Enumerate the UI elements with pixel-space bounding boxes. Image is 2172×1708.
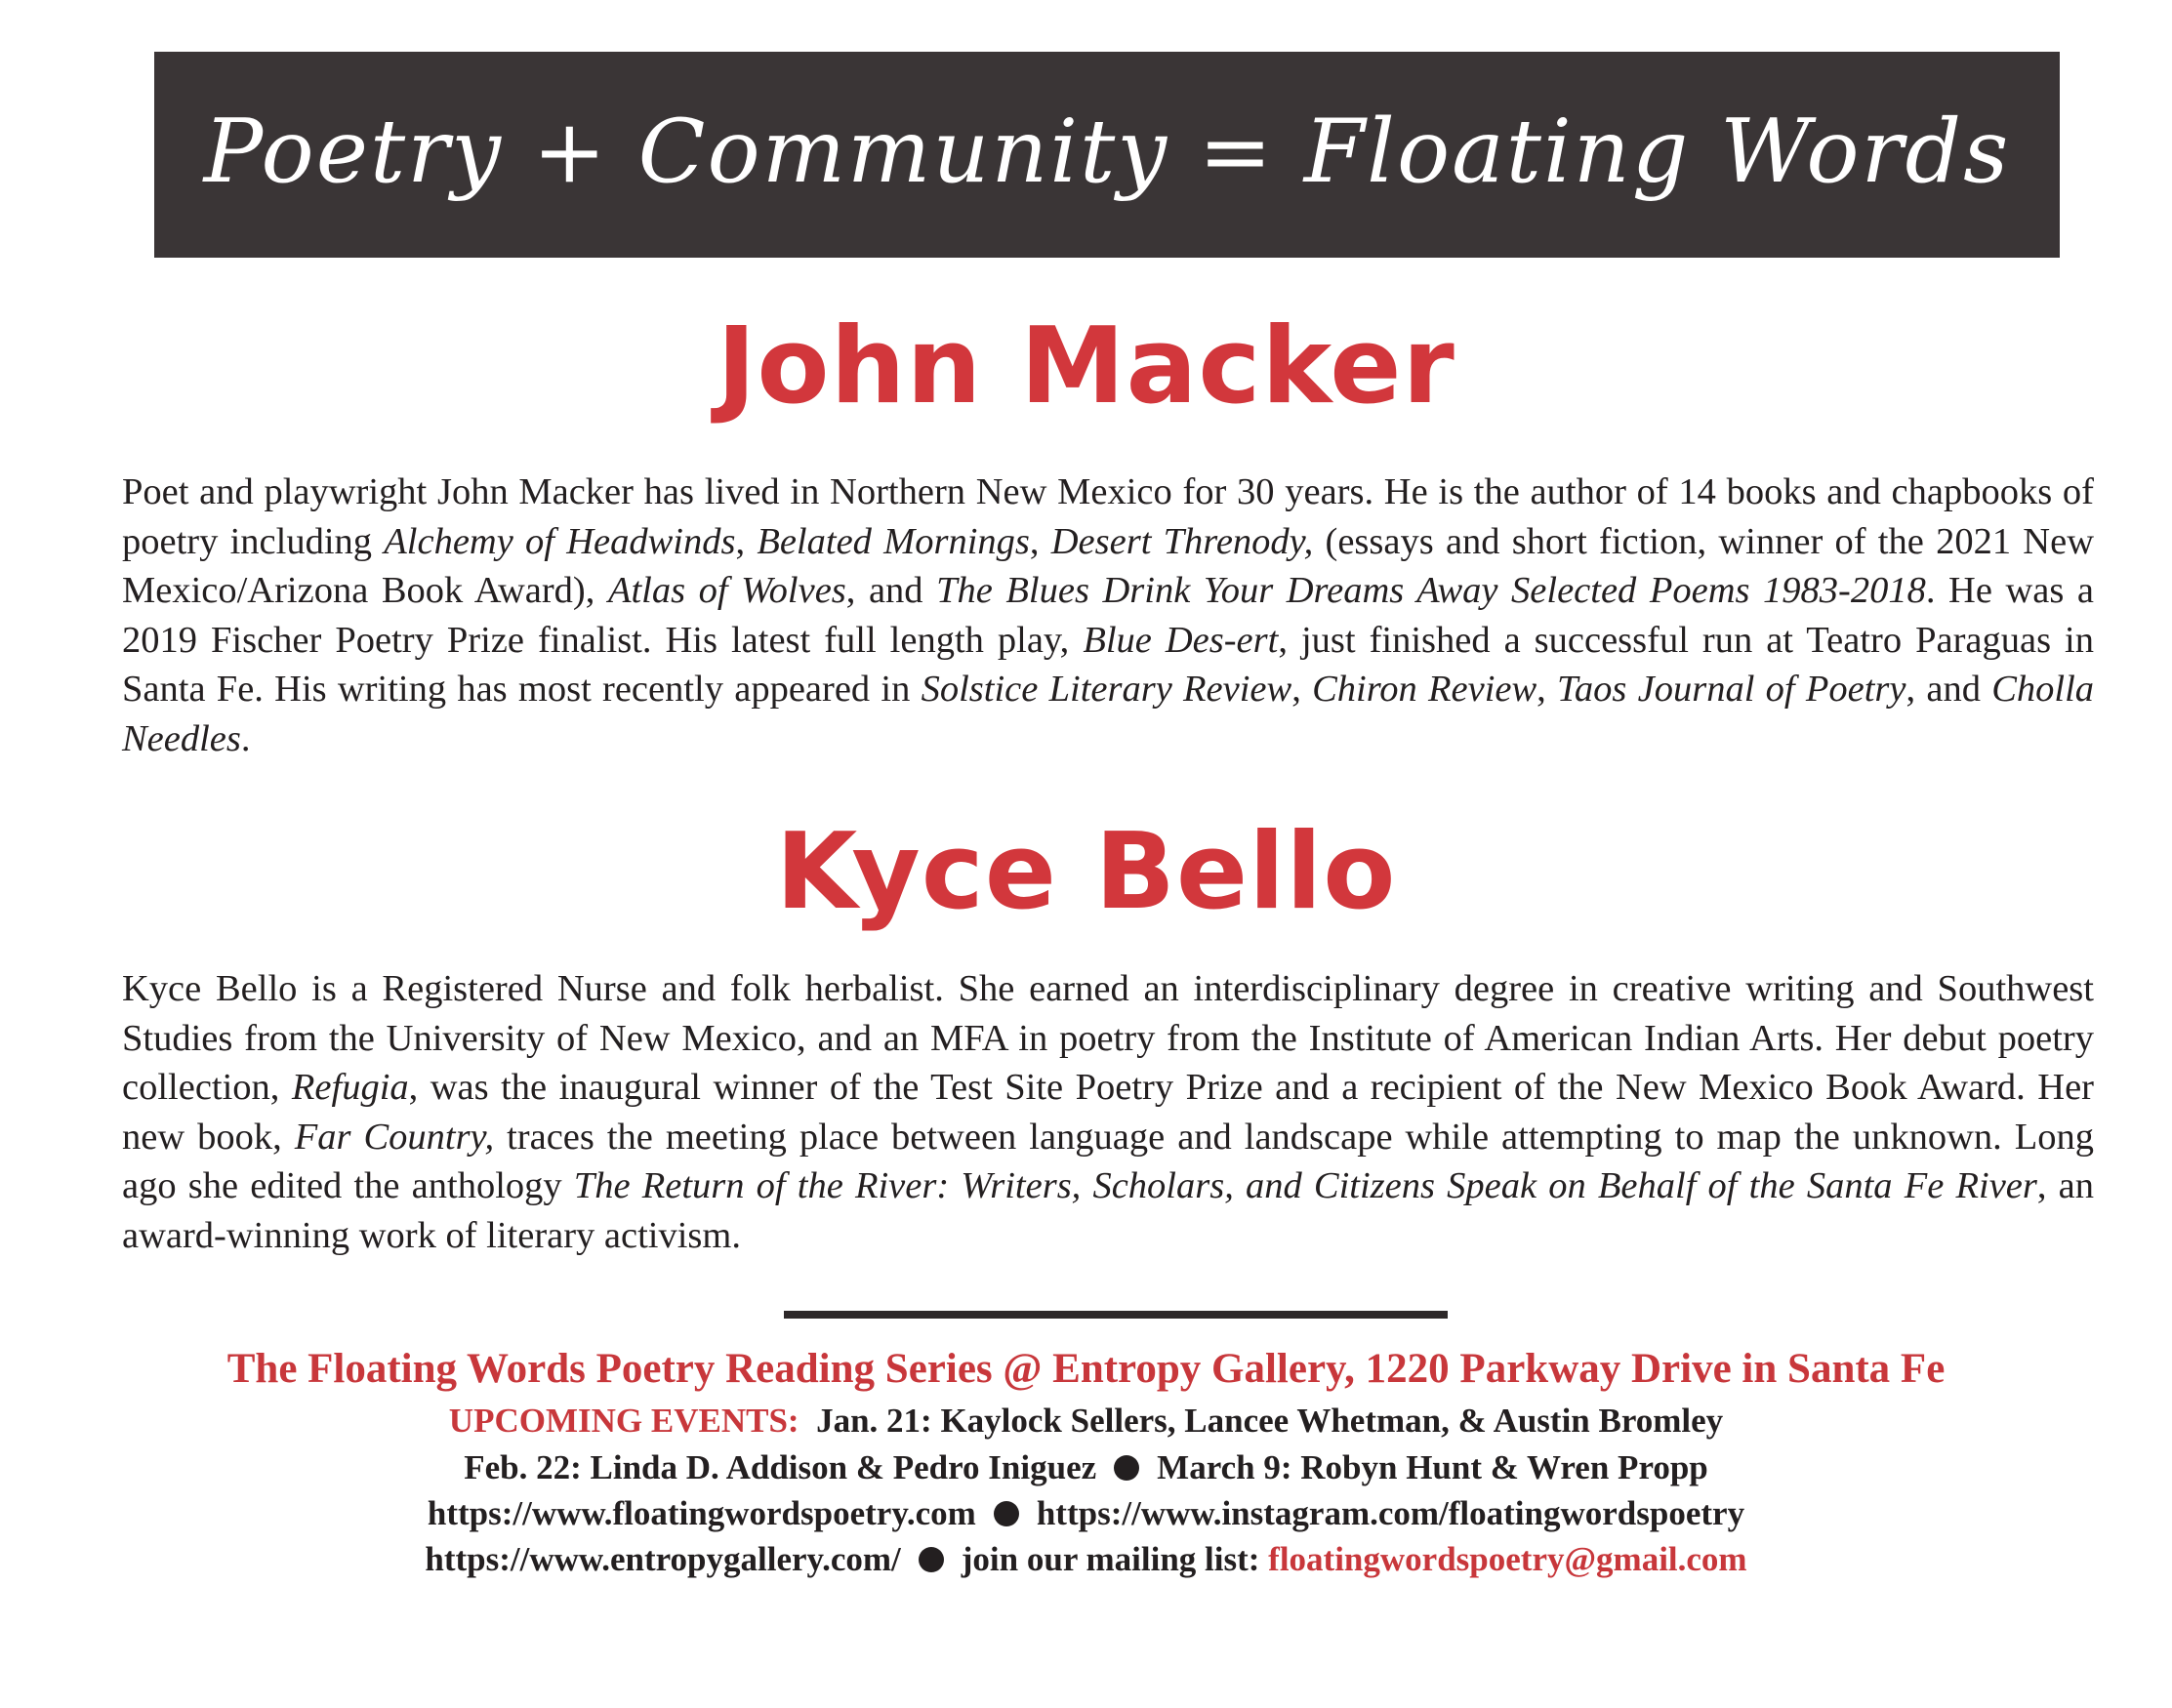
bio-title-italic: Blue Des-ert: [1083, 619, 1279, 661]
poet-name-john-macker: John Macker: [717, 305, 1455, 427]
bio-text: , and: [1906, 669, 1992, 710]
bio-text: , just finished a successful run at Teatro Paraguas in Santa Fe. His writing has most recently appeared in: [122, 619, 2094, 710]
bio-title-italic: Far Country,: [294, 1116, 495, 1158]
links-line: [0, 1490, 2172, 1536]
bio-text: ,: [1537, 669, 1558, 710]
bio-text: . He was a 2019 Fischer Poetry Prize finalist. His latest full length play,: [122, 570, 2095, 661]
bio-kyce-bello: [122, 964, 2094, 1260]
bio-text: , and: [845, 570, 937, 611]
bio-text: ,: [1291, 669, 1313, 710]
bio-text: , was the inaugural winner of the Test Site Poetry Prize and a recipient of the New Mexico Book Award. Her new book,: [122, 1067, 2094, 1158]
title-banner: [154, 52, 2060, 258]
bio-title-italic: Chiron Review: [1312, 669, 1537, 710]
bio-title-italic: Alchemy of Headwinds: [384, 520, 736, 562]
event-feb: Feb. 22: Linda D. Addison & Pedro Iniguez: [464, 1448, 1097, 1486]
email-link[interactable]: floatingwordspoetry@gmail.com: [1268, 1540, 1747, 1578]
bio-text: traces the meeting place between language and landscape while attempting to map the unknown. Long ago she edited the anthology: [122, 1116, 2094, 1206]
events-line-2: [0, 1444, 2172, 1490]
event-jan: Jan. 21: Kaylock Sellers, Lancee Whetman, & Austin Bromley: [816, 1402, 1724, 1440]
event-mar: March 9: Robyn Hunt & Wren Propp: [1157, 1448, 1708, 1486]
series-title: The Floating Words Poetry Reading Series @ Entropy Gallery, 1220 Parkway Drive in Santa Fe: [226, 1346, 1946, 1392]
bio-title-italic: Solstice Literary Review: [921, 669, 1292, 710]
upcoming-events-label: UPCOMING EVENTS:: [448, 1402, 799, 1440]
mailing-list-label: join our mailing list:: [961, 1540, 1260, 1578]
contact-line: [0, 1536, 2172, 1582]
instagram-link[interactable]: https://www.instagram.com/floatingwordspoetry: [1036, 1494, 1745, 1532]
bio-title-italic: Atlas of Wolves: [607, 570, 846, 611]
bio-title-italic: Cholla Needles: [122, 669, 2095, 759]
bio-title-italic: Refugia: [291, 1067, 409, 1108]
bio-text: Poet and playwright John Macker has lived in Northern New Mexico for 30 years. He is the author of 14 books and chapbooks of poetry including: [122, 471, 2094, 562]
bio-text: ,: [1029, 520, 1051, 562]
bio-text: Kyce Bello is a Registered Nurse and folk herbalist. She earned an interdisciplinary degree in creative writing and Southwest Studies from the University of New Mexico, and an MFA in poetry from the Institute of American Indian Arts. Her debut poetry collection,: [122, 968, 2094, 1108]
bio-title-italic: Desert Threnody,: [1050, 520, 1314, 562]
banner-title: Poetry + Community = Floating Words: [203, 101, 2011, 203]
gallery-link[interactable]: https://www.entropygallery.com/: [425, 1540, 901, 1578]
website-link[interactable]: https://www.floatingwordspoetry.com: [427, 1494, 976, 1532]
divider: [784, 1311, 1448, 1319]
bio-title-italic: Belated Mornings: [757, 520, 1030, 562]
bullet-icon: [1114, 1455, 1139, 1481]
bio-text: (essays and short fiction, winner of the 2021 New Mexico/Arizona Book Award),: [122, 520, 2094, 611]
bio-text: , an award-winning work of literary activism.: [122, 1165, 2094, 1256]
bio-title-italic: The Blues Drink Your Dreams Away Selected Poems 1983-2018: [936, 570, 1926, 611]
bullet-icon: [919, 1547, 944, 1572]
bio-text: ,: [735, 520, 758, 562]
bio-john-macker: [122, 468, 2094, 763]
bio-text: .: [240, 717, 251, 759]
bullet-icon: [994, 1501, 1019, 1526]
upcoming-events-line: [0, 1398, 2172, 1444]
bio-title-italic: The Return of the River: Writers, Scholars, and Citizens Speak on Behalf of the Santa Fe River: [573, 1165, 2037, 1206]
bio-title-italic: Taos Journal of Poetry: [1557, 669, 1906, 710]
poet-name-kyce-bello: Kyce Bello: [775, 811, 1397, 933]
